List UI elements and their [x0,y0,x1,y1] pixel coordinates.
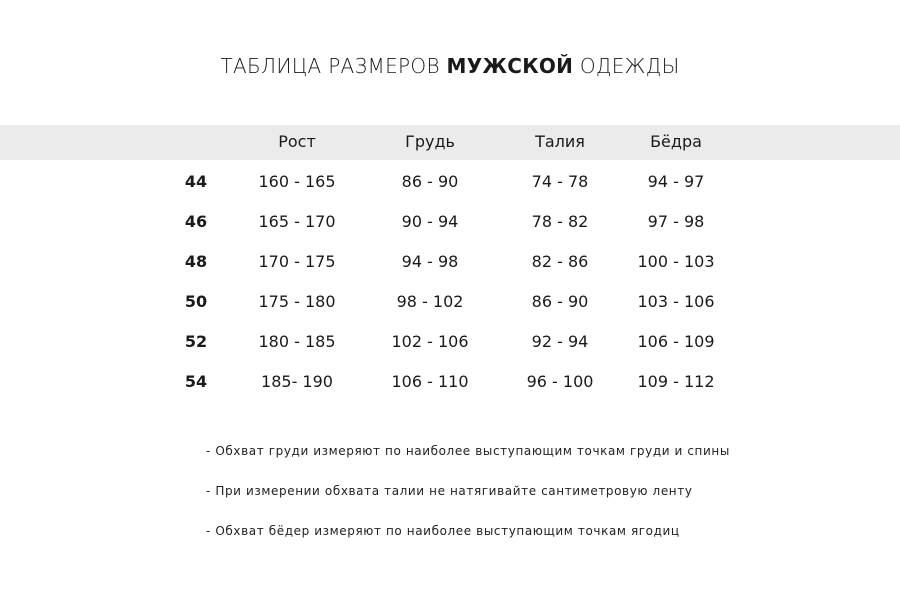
column-header-chest: Грудь [405,132,455,151]
title-part-2: ОДЕЖДЫ [573,54,680,78]
size-label: 46 [184,212,208,231]
column-header-waist: Талия [535,132,585,151]
cell-waist: 74 - 78 [531,172,589,191]
note-hips: - Обхват бёдер измеряют по наиболее выступающим точкам ягодиц [206,524,680,538]
cell-height: 170 - 175 [258,252,336,271]
cell-waist: 82 - 86 [531,252,589,271]
cell-height: 180 - 185 [258,332,336,351]
table-row [0,332,900,372]
cell-waist: 86 - 90 [531,292,589,311]
table-row [0,372,900,412]
table-row [0,212,900,252]
column-header-height: Рост [278,132,316,151]
cell-waist: 96 - 100 [526,372,594,391]
cell-hips: 94 - 97 [647,172,705,191]
cell-hips: 97 - 98 [647,212,705,231]
cell-chest: 90 - 94 [401,212,459,231]
note-waist: - При измерении обхвата талии не натягивайте сантиметровую ленту [206,484,693,498]
table-row [0,292,900,332]
table-row [0,252,900,292]
cell-chest: 94 - 98 [401,252,459,271]
cell-chest: 102 - 106 [391,332,469,351]
cell-hips: 109 - 112 [637,372,715,391]
cell-hips: 100 - 103 [637,252,715,271]
size-label: 54 [184,372,208,391]
cell-height: 160 - 165 [258,172,336,191]
size-label: 48 [184,252,208,271]
title-bold: МУЖСКОЙ [446,54,574,78]
cell-chest: 98 - 102 [396,292,464,311]
cell-waist: 92 - 94 [531,332,589,351]
size-label: 50 [184,292,208,311]
column-header-hips: Бёдра [650,132,702,151]
cell-height: 185- 190 [261,372,333,391]
size-label: 52 [184,332,208,351]
cell-chest: 106 - 110 [391,372,469,391]
cell-hips: 106 - 109 [637,332,715,351]
cell-waist: 78 - 82 [531,212,589,231]
cell-height: 165 - 170 [258,212,336,231]
note-chest: - Обхват груди измеряют по наиболее выступающим точкам груди и спины [206,444,730,458]
cell-chest: 86 - 90 [401,172,459,191]
page-title [0,54,900,78]
table-row [0,172,900,212]
cell-hips: 103 - 106 [637,292,715,311]
cell-height: 175 - 180 [258,292,336,311]
title-part-1: ТАБЛИЦА РАЗМЕРОВ [220,54,447,78]
size-label: 44 [184,172,208,191]
